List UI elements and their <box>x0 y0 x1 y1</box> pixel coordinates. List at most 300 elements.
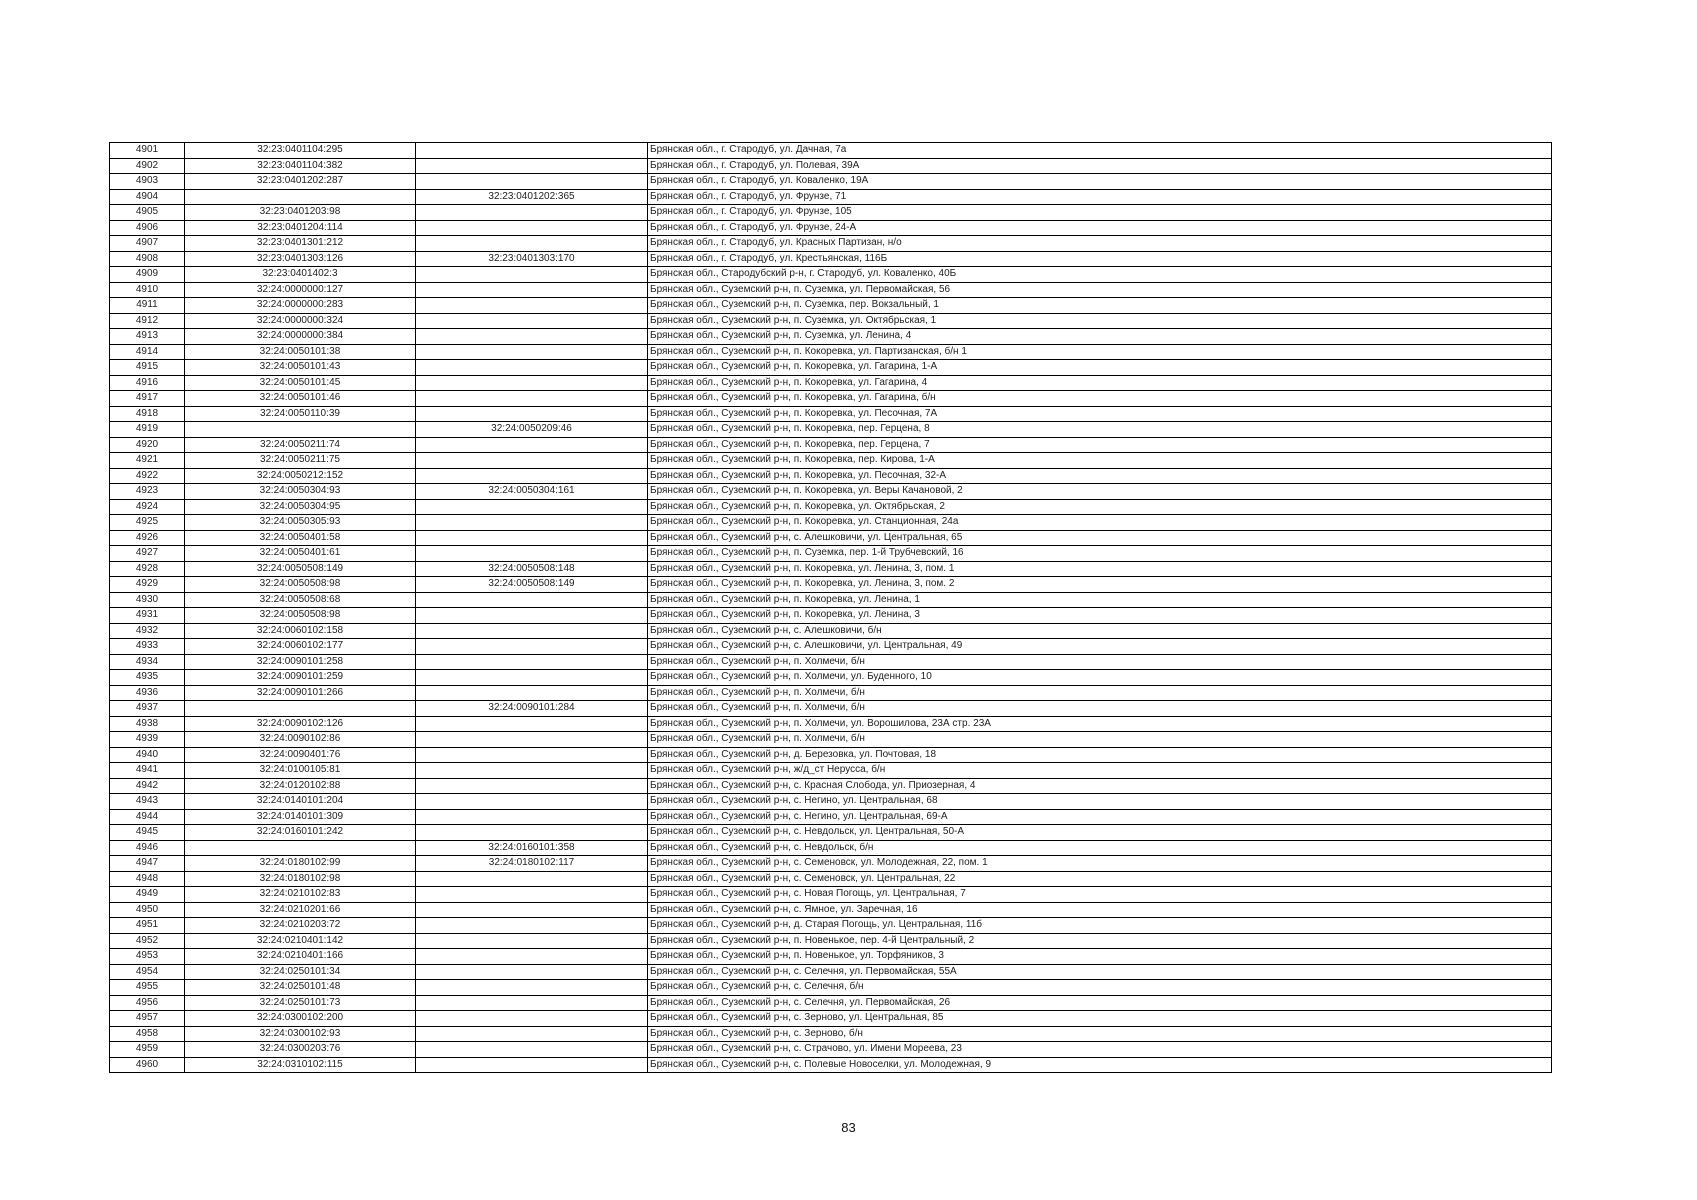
page-number: 83 <box>841 1120 856 1135</box>
row-number-cell: 4916 <box>110 375 185 391</box>
related-cadastral-number-cell <box>416 794 648 810</box>
table-row <box>110 298 1552 314</box>
address-cell: Брянская обл., Суземский р-н, п. Кокоревка, пер. Герцена, 8 <box>648 422 1552 438</box>
table-row <box>110 592 1552 608</box>
cadastral-number-cell: 32:24:0250101:34 <box>185 964 416 980</box>
address-cell: Брянская обл., Суземский р-н, п. Холмечи, ул. Буденного, 10 <box>648 670 1552 686</box>
related-cadastral-number-cell <box>416 515 648 531</box>
related-cadastral-number-cell <box>416 143 648 159</box>
cadastral-number-cell: 32:24:0060102:177 <box>185 639 416 655</box>
cadastral-number-cell <box>185 189 416 205</box>
cadastral-number-cell: 32:24:0050508:98 <box>185 608 416 624</box>
cadastral-number-cell: 32:24:0050304:95 <box>185 499 416 515</box>
table-row <box>110 902 1552 918</box>
row-number-cell: 4957 <box>110 1011 185 1027</box>
table-row <box>110 313 1552 329</box>
cadastral-number-cell: 32:24:0300203:76 <box>185 1042 416 1058</box>
row-number-cell: 4959 <box>110 1042 185 1058</box>
row-number-cell: 4938 <box>110 716 185 732</box>
row-number-cell: 4943 <box>110 794 185 810</box>
row-number-cell: 4903 <box>110 174 185 190</box>
address-cell: Брянская обл., Суземский р-н, с. Алешковичи, б/н <box>648 623 1552 639</box>
address-cell: Брянская обл., г. Стародуб, ул. Фрунзе, 105 <box>648 205 1552 221</box>
related-cadastral-number-cell <box>416 809 648 825</box>
row-number-cell: 4911 <box>110 298 185 314</box>
table-row <box>110 701 1552 717</box>
address-cell: Брянская обл., Суземский р-н, п. Холмечи, ул. Ворошилова, 23А стр. 23А <box>648 716 1552 732</box>
row-number-cell: 4960 <box>110 1057 185 1073</box>
cadastral-number-cell: 32:24:0090101:258 <box>185 654 416 670</box>
table-row <box>110 995 1552 1011</box>
cadastral-number-cell: 32:24:0000000:324 <box>185 313 416 329</box>
table-row <box>110 933 1552 949</box>
table-row <box>110 732 1552 748</box>
address-cell: Брянская обл., г. Стародуб, ул. Полевая, 39А <box>648 158 1552 174</box>
address-cell: Брянская обл., Стародубский р-н, г. Стародуб, ул. Коваленко, 40Б <box>648 267 1552 283</box>
address-cell: Брянская обл., Суземский р-н, с. Семеновск, ул. Молодежная, 22, пом. 1 <box>648 856 1552 872</box>
table-row <box>110 236 1552 252</box>
related-cadastral-number-cell <box>416 205 648 221</box>
address-cell: Брянская обл., Суземский р-н, с. Селечня, ул. Первомайская, 55А <box>648 964 1552 980</box>
row-number-cell: 4919 <box>110 422 185 438</box>
table-row <box>110 220 1552 236</box>
address-cell: Брянская обл., Суземский р-н, п. Кокоревка, ул. Песочная, 32-А <box>648 468 1552 484</box>
row-number-cell: 4901 <box>110 143 185 159</box>
related-cadastral-number-cell <box>416 499 648 515</box>
table-row <box>110 623 1552 639</box>
address-cell: Брянская обл., Суземский р-н, п. Кокоревка, ул. Станционная, 24а <box>648 515 1552 531</box>
related-cadastral-number-cell <box>416 158 648 174</box>
row-number-cell: 4907 <box>110 236 185 252</box>
cadastral-number-cell: 32:23:0401203:98 <box>185 205 416 221</box>
table-row <box>110 747 1552 763</box>
address-cell: Брянская обл., Суземский р-н, с. Семеновск, ул. Центральная, 22 <box>648 871 1552 887</box>
related-cadastral-number-cell <box>416 391 648 407</box>
cadastral-number-cell: 32:24:0210102:83 <box>185 887 416 903</box>
address-cell: Брянская обл., Суземский р-н, п. Кокоревка, ул. Ленина, 1 <box>648 592 1552 608</box>
table-row <box>110 174 1552 190</box>
cadastral-number-cell <box>185 422 416 438</box>
row-number-cell: 4933 <box>110 639 185 655</box>
address-cell: Брянская обл., Суземский р-н, с. Красная Слобода, ул. Приозерная, 4 <box>648 778 1552 794</box>
row-number-cell: 4926 <box>110 530 185 546</box>
cadastral-number-cell: 32:23:0401204:114 <box>185 220 416 236</box>
address-cell: Брянская обл., Суземский р-н, д. Старая Погощь, ул. Центральная, 11б <box>648 918 1552 934</box>
address-cell: Брянская обл., Суземский р-н, п. Кокоревка, пер. Герцена, 7 <box>648 437 1552 453</box>
row-number-cell: 4921 <box>110 453 185 469</box>
related-cadastral-number-cell <box>416 298 648 314</box>
table-row <box>110 251 1552 267</box>
cadastral-number-cell: 32:24:0120102:88 <box>185 778 416 794</box>
related-cadastral-number-cell <box>416 685 648 701</box>
table-row <box>110 794 1552 810</box>
table-row <box>110 608 1552 624</box>
address-cell: Брянская обл., Суземский р-н, п. Кокоревка, ул. Октябрьская, 2 <box>648 499 1552 515</box>
cadastral-number-cell: 32:24:0050508:98 <box>185 577 416 593</box>
row-number-cell: 4947 <box>110 856 185 872</box>
related-cadastral-number-cell <box>416 871 648 887</box>
address-cell: Брянская обл., Суземский р-н, с. Алешковичи, ул. Центральная, 49 <box>648 639 1552 655</box>
table-row <box>110 685 1552 701</box>
address-cell: Брянская обл., Суземский р-н, с. Новая Погощь, ул. Центральная, 7 <box>648 887 1552 903</box>
related-cadastral-number-cell <box>416 732 648 748</box>
address-cell: Брянская обл., Суземский р-н, д. Березовка, ул. Почтовая, 18 <box>648 747 1552 763</box>
related-cadastral-number-cell <box>416 716 648 732</box>
related-cadastral-number-cell <box>416 763 648 779</box>
table-row <box>110 422 1552 438</box>
row-number-cell: 4910 <box>110 282 185 298</box>
cadastral-number-cell: 32:24:0000000:384 <box>185 329 416 345</box>
address-cell: Брянская обл., Суземский р-н, п. Холмечи, б/н <box>648 701 1552 717</box>
address-cell: Брянская обл., Суземский р-н, п. Кокоревка, ул. Гагарина, б/н <box>648 391 1552 407</box>
row-number-cell: 4936 <box>110 685 185 701</box>
related-cadastral-number-cell <box>416 887 648 903</box>
address-cell: Брянская обл., Суземский р-н, с. Невдольск, ул. Центральная, 50-А <box>648 825 1552 841</box>
related-cadastral-number-cell <box>416 437 648 453</box>
row-number-cell: 4935 <box>110 670 185 686</box>
row-number-cell: 4952 <box>110 933 185 949</box>
row-number-cell: 4930 <box>110 592 185 608</box>
address-cell: Брянская обл., Суземский р-н, п. Кокоревка, пер. Кирова, 1-А <box>648 453 1552 469</box>
row-number-cell: 4909 <box>110 267 185 283</box>
related-cadastral-number-cell <box>416 995 648 1011</box>
table-row <box>110 391 1552 407</box>
table-row <box>110 577 1552 593</box>
table-row <box>110 763 1552 779</box>
table-row <box>110 561 1552 577</box>
related-cadastral-number-cell <box>416 453 648 469</box>
address-cell: Брянская обл., г. Стародуб, ул. Красных Партизан, н/о <box>648 236 1552 252</box>
cadastral-number-cell: 32:23:0401303:126 <box>185 251 416 267</box>
table-row <box>110 887 1552 903</box>
cadastral-number-cell: 32:24:0090101:266 <box>185 685 416 701</box>
row-number-cell: 4941 <box>110 763 185 779</box>
table-row <box>110 654 1552 670</box>
related-cadastral-number-cell <box>416 313 648 329</box>
related-cadastral-number-cell: 32:23:0401303:170 <box>416 251 648 267</box>
address-cell: Брянская обл., Суземский р-н, с. Селечня, ул. Первомайская, 26 <box>648 995 1552 1011</box>
table-row <box>110 437 1552 453</box>
row-number-cell: 4917 <box>110 391 185 407</box>
cadastral-number-cell: 32:24:0060102:158 <box>185 623 416 639</box>
related-cadastral-number-cell: 32:24:0050508:149 <box>416 577 648 593</box>
cadastral-number-cell: 32:24:0050508:68 <box>185 592 416 608</box>
address-cell: Брянская обл., Суземский р-н, п. Кокоревка, ул. Ленина, 3, пом. 2 <box>648 577 1552 593</box>
related-cadastral-number-cell <box>416 608 648 624</box>
address-cell: Брянская обл., Суземский р-н, п. Новенькое, пер. 4-й Центральный, 2 <box>648 933 1552 949</box>
cadastral-number-cell: 32:23:0401202:287 <box>185 174 416 190</box>
table-row <box>110 1057 1552 1073</box>
address-cell: Брянская обл., Суземский р-н, п. Суземка, ул. Ленина, 4 <box>648 329 1552 345</box>
row-number-cell: 4920 <box>110 437 185 453</box>
address-cell: Брянская обл., Суземский р-н, п. Холмечи, б/н <box>648 732 1552 748</box>
address-cell: Брянская обл., г. Стародуб, ул. Коваленко, 19А <box>648 174 1552 190</box>
related-cadastral-number-cell <box>416 344 648 360</box>
row-number-cell: 4925 <box>110 515 185 531</box>
cadastral-number-cell: 32:24:0140101:309 <box>185 809 416 825</box>
related-cadastral-number-cell: 32:24:0090101:284 <box>416 701 648 717</box>
related-cadastral-number-cell: 32:24:0050304:161 <box>416 484 648 500</box>
table-row <box>110 716 1552 732</box>
address-cell: Брянская обл., Суземский р-н, п. Суземка, пер. Вокзальный, 1 <box>648 298 1552 314</box>
cadastral-number-cell: 32:23:0401402:3 <box>185 267 416 283</box>
related-cadastral-number-cell: 32:24:0160101:358 <box>416 840 648 856</box>
table-row <box>110 329 1552 345</box>
address-cell: Брянская обл., г. Стародуб, ул. Дачная, 7а <box>648 143 1552 159</box>
cadastral-number-cell: 32:24:0210401:166 <box>185 949 416 965</box>
cadastral-number-cell <box>185 701 416 717</box>
row-number-cell: 4949 <box>110 887 185 903</box>
row-number-cell: 4940 <box>110 747 185 763</box>
table-row <box>110 918 1552 934</box>
row-number-cell: 4958 <box>110 1026 185 1042</box>
table-row <box>110 546 1552 562</box>
table-row <box>110 375 1552 391</box>
table-row <box>110 840 1552 856</box>
row-number-cell: 4913 <box>110 329 185 345</box>
table-row <box>110 1026 1552 1042</box>
related-cadastral-number-cell: 32:24:0050508:148 <box>416 561 648 577</box>
cadastral-number-cell: 32:24:0050101:38 <box>185 344 416 360</box>
row-number-cell: 4902 <box>110 158 185 174</box>
cadastral-number-cell <box>185 840 416 856</box>
row-number-cell: 4912 <box>110 313 185 329</box>
related-cadastral-number-cell <box>416 964 648 980</box>
cadastral-number-cell: 32:24:0210203:72 <box>185 918 416 934</box>
address-cell: Брянская обл., Суземский р-н, с. Негино, ул. Центральная, 68 <box>648 794 1552 810</box>
table-row <box>110 639 1552 655</box>
table-row <box>110 267 1552 283</box>
table-row <box>110 406 1552 422</box>
cadastral-number-cell: 32:24:0050305:93 <box>185 515 416 531</box>
cadastral-number-cell: 32:24:0050304:93 <box>185 484 416 500</box>
cadastral-number-cell: 32:23:0401104:295 <box>185 143 416 159</box>
cadastral-number-cell: 32:23:0401301:212 <box>185 236 416 252</box>
address-cell: Брянская обл., Суземский р-н, п. Кокоревка, ул. Ленина, 3 <box>648 608 1552 624</box>
table-row <box>110 856 1552 872</box>
row-number-cell: 4954 <box>110 964 185 980</box>
address-cell: Брянская обл., г. Стародуб, ул. Фрунзе, 24-А <box>648 220 1552 236</box>
address-cell: Брянская обл., Суземский р-н, ж/д_ст Нерусса, б/н <box>648 763 1552 779</box>
related-cadastral-number-cell <box>416 918 648 934</box>
row-number-cell: 4906 <box>110 220 185 236</box>
related-cadastral-number-cell <box>416 267 648 283</box>
address-cell: Брянская обл., Суземский р-н, п. Суземка, ул. Октябрьская, 1 <box>648 313 1552 329</box>
address-cell: Брянская обл., Суземский р-н, п. Кокоревка, ул. Гагарина, 1-А <box>648 360 1552 376</box>
address-cell: Брянская обл., Суземский р-н, с. Селечня, б/н <box>648 980 1552 996</box>
registry-table-body <box>110 143 1552 1073</box>
cadastral-number-cell: 32:24:0050101:43 <box>185 360 416 376</box>
table-row <box>110 468 1552 484</box>
table-row <box>110 515 1552 531</box>
cadastral-number-cell: 32:24:0100105:81 <box>185 763 416 779</box>
table-row <box>110 1042 1552 1058</box>
row-number-cell: 4928 <box>110 561 185 577</box>
table-row <box>110 778 1552 794</box>
cadastral-number-cell: 32:24:0250101:48 <box>185 980 416 996</box>
row-number-cell: 4905 <box>110 205 185 221</box>
related-cadastral-number-cell <box>416 949 648 965</box>
address-cell: Брянская обл., Суземский р-н, с. Зерново, б/н <box>648 1026 1552 1042</box>
cadastral-number-cell: 32:24:0050101:46 <box>185 391 416 407</box>
cadastral-number-cell: 32:24:0000000:127 <box>185 282 416 298</box>
related-cadastral-number-cell <box>416 980 648 996</box>
table-row <box>110 825 1552 841</box>
address-cell: Брянская обл., Суземский р-н, с. Невдольск, б/н <box>648 840 1552 856</box>
table-row <box>110 143 1552 159</box>
related-cadastral-number-cell <box>416 1026 648 1042</box>
table-row <box>110 980 1552 996</box>
related-cadastral-number-cell: 32:24:0050209:46 <box>416 422 648 438</box>
related-cadastral-number-cell <box>416 592 648 608</box>
row-number-cell: 4929 <box>110 577 185 593</box>
table-row <box>110 809 1552 825</box>
row-number-cell: 4931 <box>110 608 185 624</box>
row-number-cell: 4924 <box>110 499 185 515</box>
row-number-cell: 4944 <box>110 809 185 825</box>
table-row <box>110 344 1552 360</box>
cadastral-number-cell: 32:24:0210401:142 <box>185 933 416 949</box>
address-cell: Брянская обл., Суземский р-н, п. Кокоревка, ул. Партизанская, б/н 1 <box>648 344 1552 360</box>
registry-table <box>109 142 1552 1073</box>
related-cadastral-number-cell <box>416 623 648 639</box>
table-row <box>110 453 1552 469</box>
cadastral-number-cell: 32:24:0090101:259 <box>185 670 416 686</box>
cadastral-number-cell: 32:24:0090102:126 <box>185 716 416 732</box>
address-cell: Брянская обл., Суземский р-н, с. Страчово, ул. Имени Мореева, 23 <box>648 1042 1552 1058</box>
table-row <box>110 530 1552 546</box>
related-cadastral-number-cell: 32:23:0401202:365 <box>416 189 648 205</box>
row-number-cell: 4951 <box>110 918 185 934</box>
table-row <box>110 949 1552 965</box>
cadastral-number-cell: 32:24:0210201:66 <box>185 902 416 918</box>
row-number-cell: 4956 <box>110 995 185 1011</box>
table-row <box>110 158 1552 174</box>
row-number-cell: 4939 <box>110 732 185 748</box>
cadastral-number-cell: 32:24:0050110:39 <box>185 406 416 422</box>
table-row <box>110 499 1552 515</box>
table-row <box>110 484 1552 500</box>
row-number-cell: 4914 <box>110 344 185 360</box>
related-cadastral-number-cell <box>416 546 648 562</box>
related-cadastral-number-cell <box>416 1042 648 1058</box>
cadastral-number-cell: 32:24:0160101:242 <box>185 825 416 841</box>
related-cadastral-number-cell <box>416 220 648 236</box>
cadastral-number-cell: 32:24:0050401:61 <box>185 546 416 562</box>
cadastral-number-cell: 32:24:0090401:76 <box>185 747 416 763</box>
row-number-cell: 4923 <box>110 484 185 500</box>
related-cadastral-number-cell <box>416 639 648 655</box>
table-row <box>110 282 1552 298</box>
cadastral-number-cell: 32:24:0250101:73 <box>185 995 416 1011</box>
address-cell: Брянская обл., Суземский р-н, с. Негино, ул. Центральная, 69-А <box>648 809 1552 825</box>
related-cadastral-number-cell <box>416 825 648 841</box>
cadastral-number-cell: 32:24:0050101:45 <box>185 375 416 391</box>
related-cadastral-number-cell <box>416 530 648 546</box>
related-cadastral-number-cell <box>416 933 648 949</box>
address-cell: Брянская обл., Суземский р-н, п. Холмечи, б/н <box>648 685 1552 701</box>
cadastral-number-cell: 32:24:0050401:58 <box>185 530 416 546</box>
cadastral-number-cell: 32:24:0050508:149 <box>185 561 416 577</box>
row-number-cell: 4955 <box>110 980 185 996</box>
cadastral-number-cell: 32:24:0300102:200 <box>185 1011 416 1027</box>
row-number-cell: 4904 <box>110 189 185 205</box>
related-cadastral-number-cell <box>416 1057 648 1073</box>
table-row <box>110 670 1552 686</box>
address-cell: Брянская обл., Суземский р-н, п. Кокоревка, ул. Веры Качановой, 2 <box>648 484 1552 500</box>
related-cadastral-number-cell <box>416 406 648 422</box>
related-cadastral-number-cell <box>416 174 648 190</box>
table-row <box>110 871 1552 887</box>
related-cadastral-number-cell <box>416 778 648 794</box>
cadastral-number-cell: 32:24:0050212:152 <box>185 468 416 484</box>
address-cell: Брянская обл., Суземский р-н, с. Полевые Новоселки, ул. Молодежная, 9 <box>648 1057 1552 1073</box>
row-number-cell: 4942 <box>110 778 185 794</box>
address-cell: Брянская обл., Суземский р-н, п. Холмечи, б/н <box>648 654 1552 670</box>
address-cell: Брянская обл., Суземский р-н, с. Ямное, ул. Заречная, 16 <box>648 902 1552 918</box>
address-cell: Брянская обл., Суземский р-н, с. Зерново, ул. Центральная, 85 <box>648 1011 1552 1027</box>
row-number-cell: 4934 <box>110 654 185 670</box>
row-number-cell: 4950 <box>110 902 185 918</box>
related-cadastral-number-cell <box>416 329 648 345</box>
related-cadastral-number-cell <box>416 282 648 298</box>
related-cadastral-number-cell <box>416 236 648 252</box>
table-row <box>110 1011 1552 1027</box>
cadastral-number-cell: 32:24:0140101:204 <box>185 794 416 810</box>
cadastral-number-cell: 32:24:0090102:86 <box>185 732 416 748</box>
cadastral-number-cell: 32:24:0050211:75 <box>185 453 416 469</box>
cadastral-number-cell: 32:24:0300102:93 <box>185 1026 416 1042</box>
related-cadastral-number-cell <box>416 902 648 918</box>
related-cadastral-number-cell <box>416 360 648 376</box>
related-cadastral-number-cell <box>416 375 648 391</box>
table-row <box>110 189 1552 205</box>
row-number-cell: 4918 <box>110 406 185 422</box>
row-number-cell: 4915 <box>110 360 185 376</box>
table-row <box>110 360 1552 376</box>
address-cell: Брянская обл., Суземский р-н, п. Суземка, ул. Первомайская, 56 <box>648 282 1552 298</box>
table-row <box>110 205 1552 221</box>
cadastral-number-cell: 32:24:0310102:115 <box>185 1057 416 1073</box>
row-number-cell: 4953 <box>110 949 185 965</box>
related-cadastral-number-cell: 32:24:0180102:117 <box>416 856 648 872</box>
address-cell: Брянская обл., Суземский р-н, п. Кокоревка, ул. Ленина, 3, пом. 1 <box>648 561 1552 577</box>
row-number-cell: 4922 <box>110 468 185 484</box>
cadastral-number-cell: 32:24:0180102:98 <box>185 871 416 887</box>
address-cell: Брянская обл., Суземский р-н, п. Кокоревка, ул. Песочная, 7А <box>648 406 1552 422</box>
related-cadastral-number-cell <box>416 670 648 686</box>
cadastral-number-cell: 32:24:0000000:283 <box>185 298 416 314</box>
related-cadastral-number-cell <box>416 1011 648 1027</box>
address-cell: Брянская обл., Суземский р-н, п. Суземка, пер. 1-й Трубчевский, 16 <box>648 546 1552 562</box>
address-cell: Брянская обл., Суземский р-н, п. Кокоревка, ул. Гагарина, 4 <box>648 375 1552 391</box>
row-number-cell: 4948 <box>110 871 185 887</box>
table-row <box>110 964 1552 980</box>
address-cell: Брянская обл., г. Стародуб, ул. Фрунзе, 71 <box>648 189 1552 205</box>
row-number-cell: 4945 <box>110 825 185 841</box>
address-cell: Брянская обл., Суземский р-н, с. Алешковичи, ул. Центральная, 65 <box>648 530 1552 546</box>
row-number-cell: 4946 <box>110 840 185 856</box>
cadastral-number-cell: 32:24:0180102:99 <box>185 856 416 872</box>
related-cadastral-number-cell <box>416 747 648 763</box>
related-cadastral-number-cell <box>416 654 648 670</box>
cadastral-number-cell: 32:24:0050211:74 <box>185 437 416 453</box>
row-number-cell: 4932 <box>110 623 185 639</box>
related-cadastral-number-cell <box>416 468 648 484</box>
row-number-cell: 4937 <box>110 701 185 717</box>
row-number-cell: 4908 <box>110 251 185 267</box>
cadastral-number-cell: 32:23:0401104:382 <box>185 158 416 174</box>
